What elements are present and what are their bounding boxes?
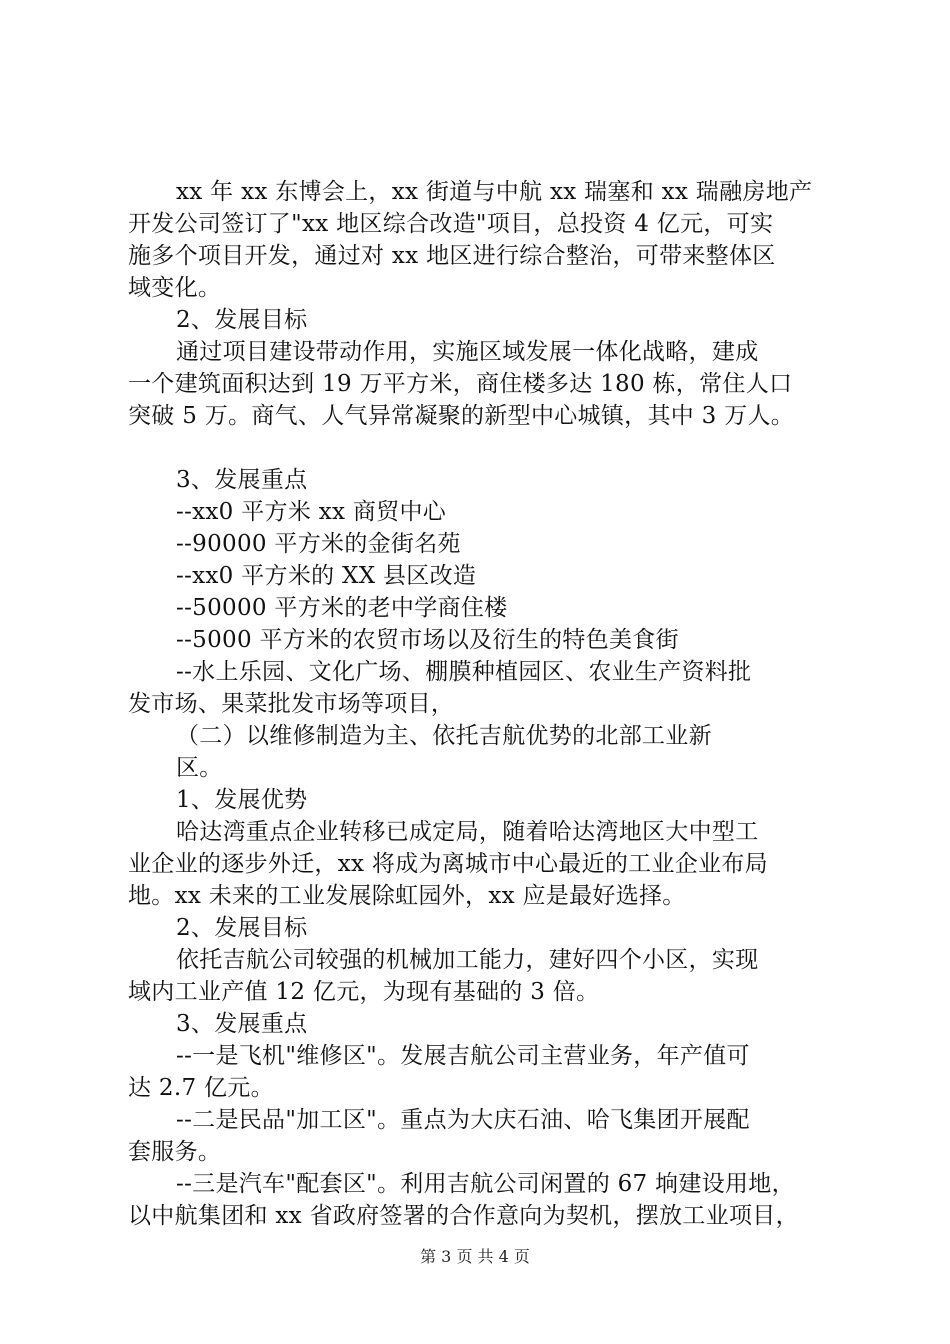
text-line: 地。xx 未来的工业发展除虹园外，xx 应是最好选择。: [128, 883, 686, 909]
text-line: 达 2.7 亿元。: [128, 1075, 274, 1101]
text-line: --水上乐园、文化广场、棚膜种植园区、农业生产资料批: [176, 659, 752, 685]
text-line: 通过项目建设带动作用，实施区域发展一体化战略，建成: [176, 339, 759, 365]
text-line: --xx0 平方米的 XX 县区改造: [176, 563, 477, 589]
text-line: --一是飞机"维修区"。发展吉航公司主营业务，年产值可: [176, 1043, 750, 1069]
text-line: 1、发展优势: [176, 787, 308, 813]
page-footer: 第 3 页 共 4 页: [420, 1247, 530, 1266]
blank-line: [128, 432, 844, 464]
text-line: 发市场、果菜批发市场等项目，: [128, 691, 455, 717]
text-line: xx 年 xx 东博会上，xx 街道与中航 xx 瑞塞和 xx 瑞融房地产: [176, 179, 813, 205]
text-line: （二）以维修制造为主、依托吉航优势的北部工业新: [176, 723, 712, 749]
text-line: 一个建筑面积达到 19 万平方米，商住楼多达 180 栋，常住人口: [128, 371, 793, 397]
text-line: 区。: [176, 755, 223, 781]
text-line: --90000 平方米的金街名苑: [176, 531, 461, 557]
text-line: 2、发展目标: [176, 307, 308, 333]
text-line: 域内工业产值 12 亿元，为现有基础的 3 倍。: [128, 979, 600, 1005]
text-line: --三是汽车"配套区"。利用吉航公司闲置的 67 垧建设用地，: [176, 1171, 795, 1197]
text-line: 2、发展目标: [176, 915, 308, 941]
text-line: 3、发展重点: [176, 1011, 308, 1037]
text-line: 突破 5 万。商气、人气异常凝聚的新型中心城镇，其中 3 万人。: [128, 403, 795, 429]
text-line: --xx0 平方米 xx 商贸中心: [176, 499, 447, 525]
text-line: 域变化。: [128, 275, 222, 301]
text-line: --50000 平方米的老中学商住楼: [176, 595, 508, 621]
text-line: 施多个项目开发，通过对 xx 地区进行综合整治，可带来整体区: [128, 243, 776, 269]
text-line: 开发公司签订了"xx 地区综合改造"项目，总投资 4 亿元，可实: [128, 211, 774, 237]
text-line: --二是民品"加工区"。重点为大庆石油、哈飞集团开展配: [176, 1107, 750, 1133]
text-line: 3、发展重点: [176, 467, 308, 493]
text-line: --5000 平方米的农贸市场以及衍生的特色美食街: [176, 627, 679, 653]
document-body: [128, 176, 844, 1232]
text-line: 哈达湾重点企业转移已成定局，随着哈达湾地区大中型工: [176, 819, 759, 845]
text-line: 以中航集团和 xx 省政府签署的合作意向为契机，摆放工业项目，: [128, 1203, 799, 1229]
text-line: 业企业的逐步外迁，xx 将成为离城市中心最近的工业企业布局: [128, 851, 768, 877]
text-line: 套服务。: [128, 1139, 222, 1165]
text-line: 依托吉航公司较强的机械加工能力，建好四个小区，实现: [176, 947, 759, 973]
